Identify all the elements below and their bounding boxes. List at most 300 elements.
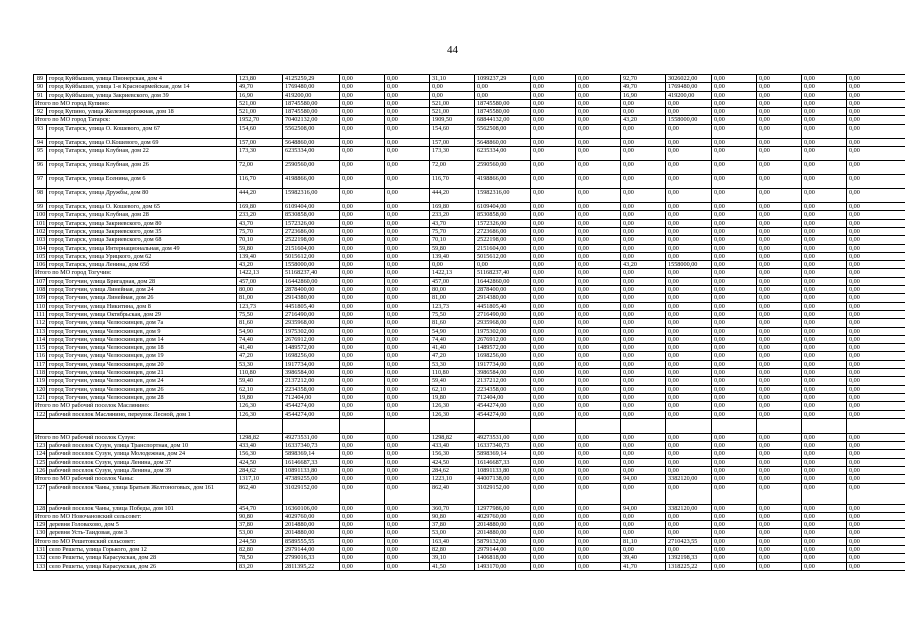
value-cell: 0,00 <box>385 335 430 343</box>
value-cell: 0,00 <box>666 319 712 327</box>
row-number: 112 <box>34 319 47 327</box>
value-cell: 18745580,00 <box>475 99 531 107</box>
table-row <box>34 277 905 285</box>
value-cell: 43,20 <box>621 261 666 269</box>
value-cell: 51168237,40 <box>475 269 531 277</box>
value-cell: 0,00 <box>621 310 666 318</box>
value-cell: 2590560,00 <box>475 161 531 175</box>
value-cell: 424,50 <box>430 458 475 466</box>
value-cell: 0,00 <box>531 504 576 512</box>
value-cell: 1572326,00 <box>283 219 340 227</box>
table-row <box>34 227 905 235</box>
value-cell: 0,00 <box>531 521 576 529</box>
value-cell: 0,00 <box>847 75 905 83</box>
value-cell: 0,00 <box>712 554 757 562</box>
table-row <box>34 562 905 570</box>
value-cell <box>621 418 666 433</box>
value-cell: 0,00 <box>621 252 666 260</box>
value-cell: 0,00 <box>385 99 430 107</box>
value-cell: 0,00 <box>576 458 621 466</box>
value-cell: 0,00 <box>531 138 576 146</box>
value-cell: 1698256,00 <box>283 352 340 360</box>
subtotal-row <box>34 475 905 483</box>
value-cell: 0,00 <box>531 116 576 124</box>
value-cell: 0,00 <box>340 189 385 203</box>
value-cell: 0,00 <box>757 546 802 554</box>
address-cell: город Татарск, улица Клубная, дом 28 <box>47 211 237 219</box>
value-cell: 4029760,00 <box>475 512 531 520</box>
value-cell: 126,30 <box>430 410 475 418</box>
value-cell: 0,00 <box>847 344 905 352</box>
address-cell: город Татарск, улица О. Кошевого, дом 65 <box>47 203 237 211</box>
table-row <box>34 252 905 260</box>
value-cell: 0,00 <box>757 203 802 211</box>
value-cell: 0,00 <box>531 360 576 368</box>
value-cell: 53,00 <box>237 529 283 537</box>
value-cell: 5015612,00 <box>283 252 340 260</box>
value-cell: 0,00 <box>531 402 576 410</box>
value-cell: 2914380,00 <box>475 294 531 302</box>
value-cell: 1975302,00 <box>283 327 340 335</box>
value-cell: 0,00 <box>531 99 576 107</box>
value-cell: 16146687,33 <box>283 458 340 466</box>
value-cell: 0,00 <box>757 402 802 410</box>
value-cell: 0,00 <box>712 269 757 277</box>
table-row <box>34 521 905 529</box>
value-cell: 0,00 <box>385 433 430 441</box>
value-cell: 862,40 <box>430 483 475 504</box>
value-cell: 31,10 <box>430 75 475 83</box>
table-row <box>34 83 905 91</box>
value-cell: 0,00 <box>757 75 802 83</box>
value-cell: 284,62 <box>237 466 283 474</box>
value-cell: 10891133,80 <box>475 466 531 474</box>
table-row <box>34 211 905 219</box>
value-cell: 0,00 <box>531 277 576 285</box>
value-cell: 0,00 <box>475 261 531 269</box>
value-cell: 4544274,00 <box>283 402 340 410</box>
value-cell: 0,00 <box>712 450 757 458</box>
value-cell: 0,00 <box>802 377 847 385</box>
value-cell: 49273531,00 <box>283 433 340 441</box>
value-cell: 0,00 <box>712 227 757 235</box>
value-cell: 31029152,00 <box>475 483 531 504</box>
row-number: 95 <box>34 147 47 161</box>
value-cell: 0,00 <box>666 161 712 175</box>
value-cell: 0,00 <box>621 138 666 146</box>
value-cell: 18745580,00 <box>283 99 340 107</box>
value-cell: 0,00 <box>385 211 430 219</box>
value-cell: 0,00 <box>576 286 621 294</box>
value-cell: 59,80 <box>430 244 475 252</box>
table-row <box>34 385 905 393</box>
value-cell: 0,00 <box>666 227 712 235</box>
value-cell: 0,00 <box>621 402 666 410</box>
value-cell: 457,00 <box>237 277 283 285</box>
value-cell: 2723686,00 <box>283 227 340 235</box>
value-cell: 0,00 <box>847 116 905 124</box>
value-cell: 90,80 <box>430 512 475 520</box>
value-cell: 0,00 <box>802 236 847 244</box>
value-cell: 2014880,00 <box>283 529 340 537</box>
value-cell: 0,00 <box>621 360 666 368</box>
value-cell: 0,00 <box>666 483 712 504</box>
row-number: 92 <box>34 108 47 116</box>
value-cell: 0,00 <box>847 244 905 252</box>
value-cell: 0,00 <box>757 537 802 545</box>
value-cell: 0,00 <box>712 310 757 318</box>
value-cell: 0,00 <box>666 352 712 360</box>
value-cell: 0,00 <box>666 203 712 211</box>
value-cell: 0,00 <box>531 269 576 277</box>
value-cell: 0,00 <box>531 433 576 441</box>
table-row <box>34 335 905 343</box>
value-cell: 0,00 <box>340 433 385 441</box>
value-cell: 39,10 <box>430 554 475 562</box>
value-cell: 94,00 <box>621 475 666 483</box>
table-row <box>34 203 905 211</box>
value-cell: 0,00 <box>712 360 757 368</box>
value-cell: 90,80 <box>237 512 283 520</box>
value-cell: 0,00 <box>340 352 385 360</box>
value-cell: 0,00 <box>847 393 905 401</box>
value-cell: 0,00 <box>621 203 666 211</box>
value-cell: 1952,70 <box>237 116 283 124</box>
value-cell: 37,80 <box>237 521 283 529</box>
value-cell: 0,00 <box>757 99 802 107</box>
value-cell: 0,00 <box>385 410 430 418</box>
value-cell: 0,00 <box>531 147 576 161</box>
value-cell: 75,50 <box>237 310 283 318</box>
value-cell: 4544274,00 <box>475 402 531 410</box>
value-cell: 0,00 <box>385 244 430 252</box>
value-cell: 0,00 <box>712 433 757 441</box>
value-cell: 0,00 <box>340 83 385 91</box>
value-cell: 0,00 <box>666 529 712 537</box>
value-cell: 0,00 <box>712 244 757 252</box>
value-cell: 0,00 <box>385 475 430 483</box>
value-cell: 2716490,00 <box>475 310 531 318</box>
value-cell: 0,00 <box>576 227 621 235</box>
value-cell: 0,00 <box>531 475 576 483</box>
table-row <box>34 236 905 244</box>
value-cell: 0,00 <box>847 466 905 474</box>
value-cell: 0,00 <box>531 261 576 269</box>
value-cell: 0,00 <box>666 286 712 294</box>
table-row <box>34 377 905 385</box>
value-cell: 0,00 <box>576 75 621 83</box>
value-cell: 0,00 <box>712 319 757 327</box>
value-cell: 0,00 <box>802 138 847 146</box>
value-cell: 0,00 <box>340 521 385 529</box>
value-cell: 0,00 <box>340 108 385 116</box>
value-cell: 78,50 <box>237 554 283 562</box>
value-cell: 521,00 <box>430 99 475 107</box>
value-cell: 0,00 <box>385 147 430 161</box>
value-cell: 0,00 <box>847 410 905 418</box>
value-cell: 0,00 <box>712 138 757 146</box>
address-cell: город Татарск, улица Ленина, дом 65б <box>47 261 237 269</box>
value-cell: 0,00 <box>576 269 621 277</box>
value-cell: 0,00 <box>576 138 621 146</box>
value-cell: 83,20 <box>237 562 283 570</box>
value-cell: 0,00 <box>531 327 576 335</box>
row-number: 105 <box>34 252 47 260</box>
value-cell: 0,00 <box>757 369 802 377</box>
value-cell: 4198866,00 <box>475 175 531 189</box>
value-cell: 0,00 <box>385 319 430 327</box>
value-cell: 0,00 <box>847 385 905 393</box>
value-cell: 1298,82 <box>237 433 283 441</box>
address-cell: город Татарск, улица О.Кошевого, дом 69 <box>47 138 237 146</box>
value-cell: 0,00 <box>712 116 757 124</box>
address-cell: город Татарск, улица Закриевского, дом 35 <box>47 227 237 235</box>
address-cell: город Тогучин, улица Челюскинцев, дом 26 <box>47 385 237 393</box>
value-cell: 47389255,00 <box>283 475 340 483</box>
value-cell: 0,00 <box>847 203 905 211</box>
value-cell: 521,00 <box>237 108 283 116</box>
value-cell: 0,00 <box>340 466 385 474</box>
value-cell: 0,00 <box>666 385 712 393</box>
address-cell: город Татарск, улица О. Кошевого, дом 67 <box>47 124 237 138</box>
value-cell: 0,00 <box>340 327 385 335</box>
value-cell: 433,40 <box>237 442 283 450</box>
value-cell: 419200,00 <box>283 91 340 99</box>
value-cell: 47,20 <box>430 352 475 360</box>
value-cell: 0,00 <box>340 310 385 318</box>
value-cell: 0,00 <box>621 458 666 466</box>
blank-row <box>34 418 905 433</box>
value-cell: 0,00 <box>757 385 802 393</box>
value-cell: 0,00 <box>340 227 385 235</box>
row-number: 120 <box>34 385 47 393</box>
value-cell: 0,00 <box>340 562 385 570</box>
value-cell: 0,00 <box>385 450 430 458</box>
value-cell: 1572326,00 <box>475 219 531 227</box>
value-cell: 0,00 <box>712 91 757 99</box>
value-cell: 0,00 <box>385 393 430 401</box>
value-cell: 0,00 <box>340 175 385 189</box>
value-cell: 0,00 <box>847 369 905 377</box>
value-cell: 0,00 <box>847 546 905 554</box>
value-cell: 0,00 <box>847 319 905 327</box>
value-cell: 0,00 <box>340 319 385 327</box>
value-cell: 2799016,33 <box>283 554 340 562</box>
value-cell: 0,00 <box>385 219 430 227</box>
address-cell: село Решеты, улица Карасукская, дом 28 <box>47 554 237 562</box>
value-cell: 0,00 <box>802 269 847 277</box>
value-cell: 0,00 <box>712 99 757 107</box>
value-cell: 0,00 <box>385 442 430 450</box>
address-cell: город Татарск, улица Дружбы, дом 80 <box>47 189 237 203</box>
value-cell: 2137212,00 <box>283 377 340 385</box>
value-cell: 6109404,00 <box>283 203 340 211</box>
value-cell: 0,00 <box>576 236 621 244</box>
value-cell: 0,00 <box>712 377 757 385</box>
value-cell: 0,00 <box>802 537 847 545</box>
row-number: 123 <box>34 442 47 450</box>
value-cell: 0,00 <box>385 108 430 116</box>
value-cell: 0,00 <box>757 554 802 562</box>
value-cell: 0,00 <box>757 450 802 458</box>
value-cell: 0,00 <box>385 402 430 410</box>
table-row <box>34 138 905 146</box>
value-cell: 110,80 <box>430 369 475 377</box>
value-cell: 0,00 <box>531 203 576 211</box>
address-cell: город Тогучин, улица Челюскинцев, дом 24 <box>47 377 237 385</box>
value-cell: 2151604,00 <box>283 244 340 252</box>
value-cell: 0,00 <box>621 529 666 537</box>
value-cell: 0,00 <box>531 352 576 360</box>
value-cell: 49273531,00 <box>475 433 531 441</box>
row-number: 89 <box>34 75 47 83</box>
value-cell: 0,00 <box>340 529 385 537</box>
address-cell: город Тогучин, улица Челюскинцев, дом 20 <box>47 360 237 368</box>
value-cell: 4451805,40 <box>475 302 531 310</box>
value-cell: 0,00 <box>757 360 802 368</box>
value-cell: 62,10 <box>237 385 283 393</box>
value-cell: 123,80 <box>237 75 283 83</box>
value-cell: 0,00 <box>621 244 666 252</box>
value-cell: 0,00 <box>576 512 621 520</box>
value-cell: 4544274,00 <box>475 410 531 418</box>
value-cell: 0,00 <box>666 458 712 466</box>
row-number: 100 <box>34 211 47 219</box>
row-number: 91 <box>34 91 47 99</box>
table-row <box>34 310 905 318</box>
value-cell: 169,80 <box>430 203 475 211</box>
value-cell: 70,10 <box>430 236 475 244</box>
table-row <box>34 91 905 99</box>
value-cell: 80,00 <box>430 286 475 294</box>
value-cell: 0,00 <box>621 377 666 385</box>
value-cell: 0,00 <box>757 138 802 146</box>
value-cell: 0,00 <box>802 116 847 124</box>
value-cell: 0,00 <box>666 442 712 450</box>
value-cell: 2979144,00 <box>475 546 531 554</box>
value-cell: 0,00 <box>757 529 802 537</box>
value-cell: 0,00 <box>757 91 802 99</box>
value-cell: 19,80 <box>430 393 475 401</box>
value-cell: 0,00 <box>666 175 712 189</box>
value-cell: 0,00 <box>666 327 712 335</box>
value-cell: 0,00 <box>385 75 430 83</box>
address-cell: город Куйбышев, улица Пионерская, дом 4 <box>47 75 237 83</box>
value-cell: 712404,00 <box>283 393 340 401</box>
value-cell: 360,70 <box>430 504 475 512</box>
address-cell: город Татарск, улица Клубная, дом 26 <box>47 161 237 175</box>
value-cell: 0,00 <box>712 466 757 474</box>
value-cell: 0,00 <box>576 261 621 269</box>
value-cell: 0,00 <box>531 236 576 244</box>
value-cell: 0,00 <box>712 512 757 520</box>
value-cell <box>576 418 621 433</box>
value-cell: 0,00 <box>531 512 576 520</box>
value-cell: 41,70 <box>621 562 666 570</box>
value-cell: 70402132,00 <box>283 116 340 124</box>
address-cell: город Тогучин, улица Челюскинцев, дом 19 <box>47 352 237 360</box>
value-cell: 0,00 <box>847 352 905 360</box>
value-cell: 0,00 <box>621 319 666 327</box>
value-cell: 0,00 <box>340 369 385 377</box>
address-cell: рабочий поселок Чаны, улица Братьев Желтоноговых, дом 161 <box>47 483 237 504</box>
value-cell: 233,20 <box>430 211 475 219</box>
value-cell: 0,00 <box>531 219 576 227</box>
value-cell: 0,00 <box>576 450 621 458</box>
address-cell: город Татарск, улица Закриевского, дом 80 <box>47 219 237 227</box>
value-cell: 1392198,33 <box>666 554 712 562</box>
value-cell: 0,00 <box>531 458 576 466</box>
value-cell: 0,00 <box>531 83 576 91</box>
value-cell: 0,00 <box>621 124 666 138</box>
value-cell: 0,00 <box>621 161 666 175</box>
value-cell: 0,00 <box>847 261 905 269</box>
value-cell: 16337340,73 <box>475 442 531 450</box>
value-cell: 5898369,14 <box>283 450 340 458</box>
value-cell: 0,00 <box>847 512 905 520</box>
value-cell: 1489572,00 <box>283 344 340 352</box>
value-cell: 0,00 <box>847 161 905 175</box>
value-cell: 0,00 <box>430 261 475 269</box>
value-cell: 0,00 <box>757 442 802 450</box>
subtotal-row <box>34 433 905 441</box>
row-number: 108 <box>34 286 47 294</box>
value-cell: 0,00 <box>621 442 666 450</box>
value-cell: 0,00 <box>621 219 666 227</box>
value-cell: 2710423,55 <box>666 537 712 545</box>
address-cell: село Решеты, улица Карасукская, дом 26 <box>47 562 237 570</box>
value-cell: 0,00 <box>666 410 712 418</box>
value-cell: 37,80 <box>430 521 475 529</box>
value-cell: 0,00 <box>666 335 712 343</box>
value-cell: 0,00 <box>621 294 666 302</box>
value-cell: 0,00 <box>802 360 847 368</box>
value-cell: 6109404,00 <box>475 203 531 211</box>
value-cell: 0,00 <box>666 189 712 203</box>
value-cell: 0,00 <box>576 433 621 441</box>
value-cell: 0,00 <box>576 521 621 529</box>
value-cell: 0,00 <box>531 377 576 385</box>
value-cell: 0,00 <box>340 512 385 520</box>
value-cell: 74,40 <box>430 335 475 343</box>
value-cell: 0,00 <box>340 244 385 252</box>
value-cell: 0,00 <box>847 252 905 260</box>
value-cell: 0,00 <box>385 466 430 474</box>
value-cell: 0,00 <box>576 393 621 401</box>
value-cell: 15982316,00 <box>475 189 531 203</box>
blank-cell <box>34 418 237 433</box>
row-number: 90 <box>34 83 47 91</box>
value-cell: 0,00 <box>802 302 847 310</box>
value-cell: 0,00 <box>385 269 430 277</box>
value-cell: 81,60 <box>430 319 475 327</box>
value-cell: 1558000,00 <box>666 261 712 269</box>
value-cell: 433,40 <box>430 442 475 450</box>
value-cell: 0,00 <box>576 175 621 189</box>
value-cell: 8589555,55 <box>283 537 340 545</box>
value-cell: 0,00 <box>576 483 621 504</box>
table-row <box>34 466 905 474</box>
value-cell: 0,00 <box>712 402 757 410</box>
value-cell: 0,00 <box>666 124 712 138</box>
value-cell: 0,00 <box>430 83 475 91</box>
value-cell: 81,10 <box>621 537 666 545</box>
value-cell: 0,00 <box>531 211 576 219</box>
row-number: 99 <box>34 203 47 211</box>
value-cell: 0,00 <box>757 236 802 244</box>
value-cell: 0,00 <box>757 410 802 418</box>
value-cell: 0,00 <box>385 261 430 269</box>
